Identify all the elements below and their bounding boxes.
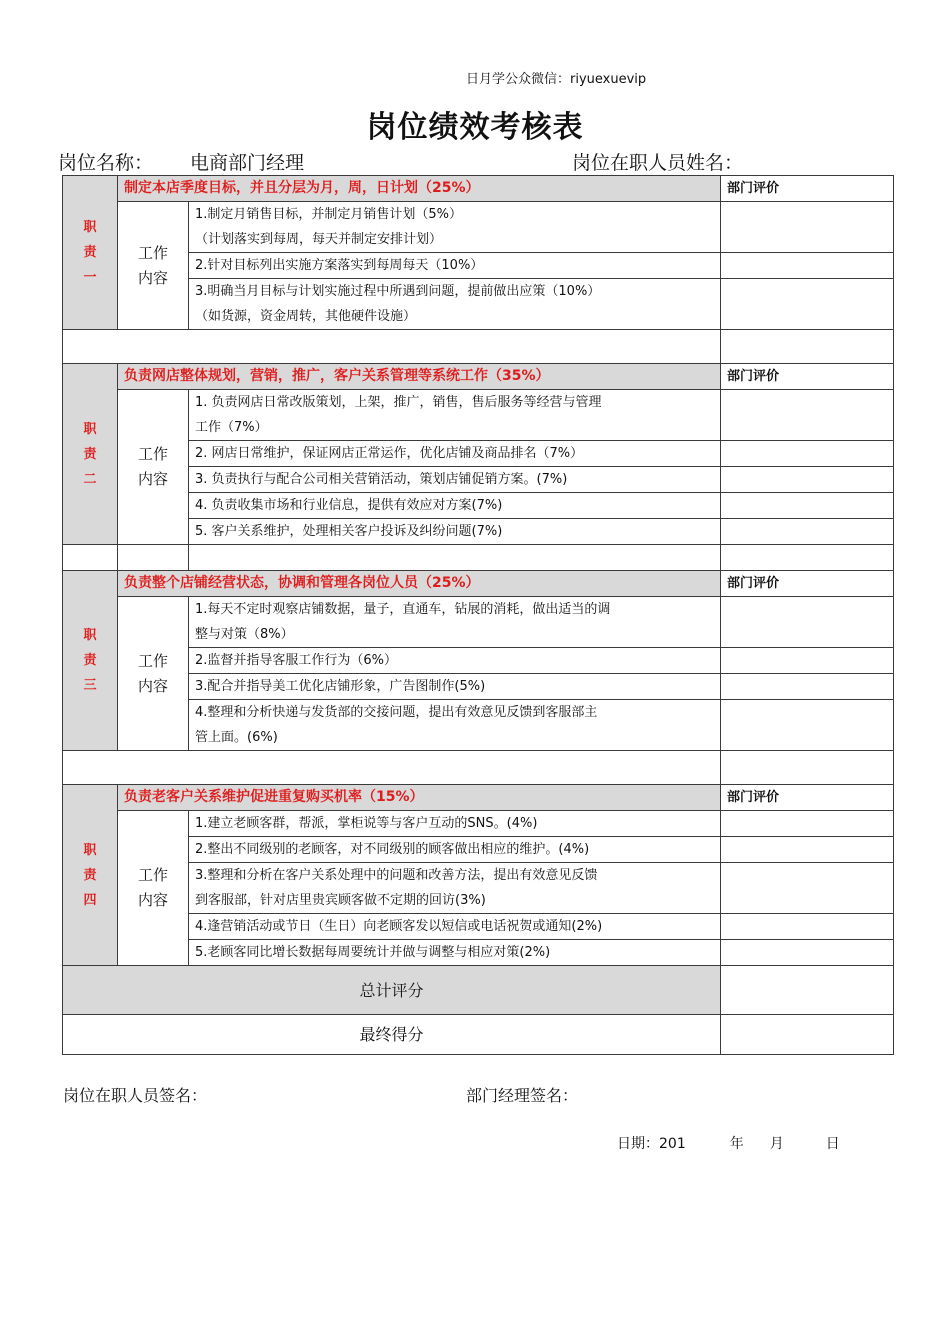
objective-row bbox=[63, 571, 894, 597]
duty-label-char: 责 bbox=[83, 867, 97, 883]
duty-label-char: 职 bbox=[83, 628, 97, 643]
task-item-line: 5. 客户关系维护，处理相关客户投诉及纠纷问题(7%) bbox=[195, 524, 503, 539]
spacer-cell bbox=[721, 751, 894, 785]
task-item bbox=[189, 493, 721, 519]
duty-label bbox=[63, 785, 118, 966]
task-row bbox=[63, 597, 894, 648]
duty-objective: 负责网店整体规划，营销，推广，客户关系管理等系统工作（35%） bbox=[118, 364, 721, 390]
spacer-row bbox=[63, 751, 894, 785]
date-month: 月 bbox=[769, 1136, 784, 1152]
task-item bbox=[189, 441, 721, 467]
task-score-cell[interactable] bbox=[721, 940, 894, 966]
task-item-line: 2.针对目标列出实施方案落实到每周每天（10%） bbox=[195, 258, 484, 273]
objective-row bbox=[63, 364, 894, 390]
task-item-line: 5.老顾客同比增长数据每周要统计并做与调整与相应对策(2%) bbox=[195, 945, 551, 960]
manager-signature-label: 部门经理签名： bbox=[466, 1086, 579, 1105]
task-item-line: 1. 负责网店日常改版策划，上架，推广，销售，售后服务等经营与管理 bbox=[195, 395, 602, 410]
task-item bbox=[189, 597, 721, 648]
task-item-line: 3. 负责执行与配合公司相关营销活动，策划店铺促销方案。(7%) bbox=[195, 472, 568, 487]
duty-label-char: 一 bbox=[83, 270, 97, 285]
task-item bbox=[189, 863, 721, 914]
objective-row bbox=[63, 785, 894, 811]
work-content-text: 工作 bbox=[137, 651, 168, 670]
spacer-row bbox=[63, 330, 894, 364]
date-day: 日 bbox=[825, 1136, 840, 1152]
duty-objective: 制定本店季度目标，并且分层为月，周，日计划（25%） bbox=[118, 176, 721, 202]
task-item bbox=[189, 914, 721, 940]
task-score-cell[interactable] bbox=[721, 493, 894, 519]
task-item bbox=[189, 279, 721, 330]
duty-label-char: 责 bbox=[83, 653, 97, 668]
work-content-label bbox=[118, 597, 189, 751]
duty-label bbox=[63, 176, 118, 330]
duty-label-char: 四 bbox=[83, 892, 97, 908]
department-value: 电商部门经理 bbox=[190, 152, 305, 174]
employee-signature-label: 岗位在职人员签名： bbox=[63, 1086, 208, 1105]
task-score-cell[interactable] bbox=[721, 863, 894, 914]
task-item-line: 4. 负责收集市场和行业信息，提供有效应对方案(7%) bbox=[195, 498, 503, 513]
task-item bbox=[189, 467, 721, 493]
work-content-text: 工作 bbox=[137, 445, 168, 463]
employee-name-label: 岗位在职人员姓名： bbox=[572, 152, 744, 174]
task-item bbox=[189, 837, 721, 863]
duty-label-char: 三 bbox=[83, 678, 97, 693]
task-item-line: 4.整理和分析快递与发货部的交接问题，提出有效意见反馈到客服部主 bbox=[195, 705, 598, 720]
task-item-line: 工作（7%） bbox=[195, 420, 268, 435]
spacer-cell bbox=[118, 545, 189, 571]
task-row bbox=[63, 811, 894, 837]
dept-eval-label: 部门评价 bbox=[721, 364, 894, 390]
task-score-cell[interactable] bbox=[721, 202, 894, 253]
task-item bbox=[189, 648, 721, 674]
work-content-label bbox=[118, 811, 189, 966]
final-row bbox=[63, 1015, 894, 1055]
work-content-text: 工作 bbox=[137, 866, 168, 884]
task-item-line: 2. 网店日常维护，保证网店正常运作，优化店铺及商品排名（7%） bbox=[195, 446, 584, 461]
assessment-table bbox=[62, 175, 894, 1055]
task-item-line: 管上面。(6%) bbox=[195, 730, 278, 745]
duty-label-char: 责 bbox=[83, 446, 97, 462]
task-score-cell[interactable] bbox=[721, 390, 894, 441]
spacer-cell bbox=[189, 545, 721, 571]
task-score-cell[interactable] bbox=[721, 519, 894, 545]
work-content-text: 内容 bbox=[137, 676, 168, 695]
task-item-line: （如货源，资金周转，其他硬件设施） bbox=[195, 309, 417, 324]
task-item-line: 3.整理和分析在客户关系处理中的问题和改善方法，提出有效意见反馈 bbox=[195, 868, 598, 883]
duty-label-char: 责 bbox=[83, 245, 97, 260]
task-score-cell[interactable] bbox=[721, 253, 894, 279]
task-item-line: 1.制定月销售目标，并制定月销售计划（5%） bbox=[195, 207, 463, 222]
task-score-cell[interactable] bbox=[721, 441, 894, 467]
date-label: 日期：201 bbox=[617, 1136, 686, 1152]
wechat-note: 日月学公众微信：riyuexuevip bbox=[466, 72, 647, 87]
dept-eval-label: 部门评价 bbox=[721, 176, 894, 202]
task-score-cell[interactable] bbox=[721, 648, 894, 674]
spacer-cell bbox=[63, 330, 721, 364]
work-content-text: 内容 bbox=[137, 268, 168, 287]
task-score-cell[interactable] bbox=[721, 700, 894, 751]
task-item bbox=[189, 202, 721, 253]
task-item-line: 1.建立老顾客群，帮派，掌柜说等与客户互动的SNS。(4%) bbox=[195, 816, 538, 831]
task-row bbox=[63, 202, 894, 253]
duty-objective: 负责整个店铺经营状态，协调和管理各岗位人员（25%） bbox=[118, 571, 721, 597]
duty-label-char: 二 bbox=[83, 471, 97, 487]
task-item bbox=[189, 811, 721, 837]
task-item-line: 2.监督并指导客服工作行为（6%） bbox=[195, 653, 398, 668]
task-item bbox=[189, 519, 721, 545]
position-label: 岗位名称： bbox=[58, 152, 154, 174]
task-score-cell[interactable] bbox=[721, 837, 894, 863]
spacer-cell bbox=[721, 330, 894, 364]
task-score-cell[interactable] bbox=[721, 467, 894, 493]
total-row bbox=[63, 966, 894, 1015]
duty-label-char: 职 bbox=[83, 842, 97, 858]
work-content-text: 内容 bbox=[137, 470, 168, 488]
spacer-row bbox=[63, 545, 894, 571]
duty-label bbox=[63, 364, 118, 545]
task-item-line: 3.配合并指导美工优化店铺形象，广告图制作(5%) bbox=[195, 679, 486, 694]
work-content-text: 工作 bbox=[137, 243, 168, 262]
work-content-text: 内容 bbox=[137, 891, 168, 909]
objective-row bbox=[63, 176, 894, 202]
total-score-label: 总计评分 bbox=[63, 966, 721, 1015]
final-score-label: 最终得分 bbox=[63, 1015, 721, 1055]
dept-eval-label: 部门评价 bbox=[721, 785, 894, 811]
final-score-cell[interactable] bbox=[721, 1015, 894, 1055]
task-score-cell[interactable] bbox=[721, 597, 894, 648]
task-score-cell[interactable] bbox=[721, 811, 894, 837]
task-item-line: 到客服部，针对店里贵宾顾客做不定期的回访(3%) bbox=[195, 893, 486, 908]
spacer-cell bbox=[63, 545, 118, 571]
task-item-line: 整与对策（8%） bbox=[195, 627, 294, 642]
task-item bbox=[189, 674, 721, 700]
task-item-line: 3.明确当月目标与计划实施过程中所遇到问题，提前做出应策（10%） bbox=[195, 284, 601, 299]
task-score-cell[interactable] bbox=[721, 914, 894, 940]
task-item bbox=[189, 253, 721, 279]
work-content-label bbox=[118, 390, 189, 545]
total-score-cell[interactable] bbox=[721, 966, 894, 1015]
task-item bbox=[189, 700, 721, 751]
duty-label-char: 职 bbox=[83, 220, 97, 235]
task-score-cell[interactable] bbox=[721, 279, 894, 330]
task-item bbox=[189, 390, 721, 441]
spacer-cell bbox=[63, 751, 721, 785]
task-item bbox=[189, 940, 721, 966]
task-item-line: 1.每天不定时观察店铺数据，量子，直通车，钻展的消耗，做出适当的调 bbox=[195, 602, 611, 617]
page-title: 岗位绩效考核表 bbox=[366, 110, 584, 145]
task-item-line: 2.整出不同级别的老顾客，对不同级别的顾客做出相应的维护。(4%) bbox=[195, 842, 590, 857]
task-item-line: 4.逢营销活动或节日（生日）向老顾客发以短信或电话祝贺或通知(2%) bbox=[195, 919, 603, 934]
date-year: 年 bbox=[729, 1136, 744, 1152]
duty-label bbox=[63, 571, 118, 751]
dept-eval-label: 部门评价 bbox=[721, 571, 894, 597]
date-line bbox=[617, 1133, 840, 1153]
task-score-cell[interactable] bbox=[721, 674, 894, 700]
duty-label-char: 职 bbox=[83, 421, 97, 437]
spacer-cell bbox=[721, 545, 894, 571]
work-content-label bbox=[118, 202, 189, 330]
duty-objective: 负责老客户关系维护促进重复购买机率（15%） bbox=[118, 785, 721, 811]
task-row bbox=[63, 390, 894, 441]
task-item-line: （计划落实到每周，每天并制定安排计划） bbox=[195, 232, 443, 247]
